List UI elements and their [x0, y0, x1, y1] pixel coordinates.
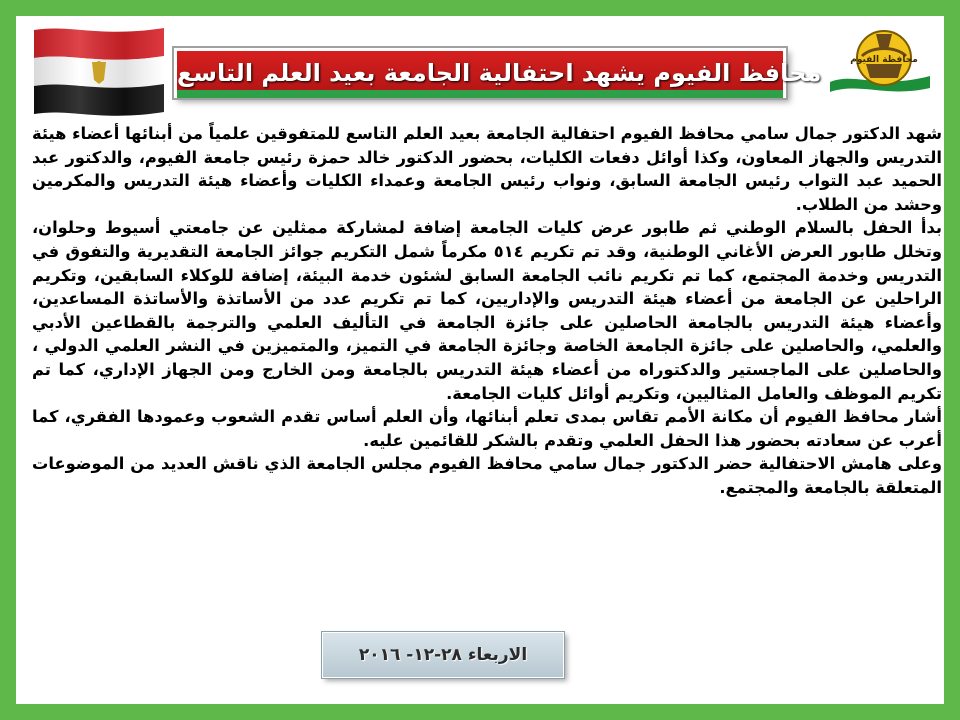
article-paragraph: بدأ الحفل بالسلام الوطني ثم طابور عرض كليات الجامعة إضافة لمشاركة ممثلين عن جامعتي أسيوط وحلوان، وتخلل طابور العرض الأغاني الوطنية، وقد تم تكريم ٥١٤ مكرماً شمل التكريم جوائز الجامعة التقديرية والتفوق في التدريس وخدمة المجتمع، كما تم تكريم نائب الجامعة السابق لشئون خدمة البيئة، إضافة للوكلاء السابقين، وتكريم الراحلين عن الجامعة من أعضاء هيئة التدريس والإداريين، كما تم تكريم عدد من الأساتذة والأساتذة المساعدين، وأعضاء هيئة التدريس بالجامعة الحاصلين على جائزة الجامعة في التأليف العلمي والترجمة بالقطاعين الأدبي والعلمي، والحاصلين على جائزة الجامعة الخاصة وجائزة الجامعة في التميز، والمتميزين في النشر العلمي الدولي ، والحاصلين على الماجستير والدكتوراه من أعضاء هيئة التدريس بالجامعة ومن الخارج ومن الجهاز الإداري، كما تم تكريم الموظف والعامل المثاليين، وتكريم أوائل كليات الجامعة.: [32, 218, 942, 403]
banner-green-edge: [177, 90, 783, 98]
date-text: الاربعاء ٢٨-١٢- ٢٠١٦: [358, 645, 528, 665]
fayoum-governorate-logo: [826, 20, 934, 100]
content-panel: [16, 16, 944, 704]
article-paragraph: أشار محافظ الفيوم أن مكانة الأمم تقاس بمدى تعلم أبنائها، وأن العلم أساس تقدم الشعوب وعمودها الفقري، كما أعرب عن سعادته بحضور هذا الحفل العلمي وتقدم بالشكر للقائمين عليه.: [32, 407, 942, 450]
page-title: محافظ الفيوم يشهد احتفالية الجامعة بعيد العلم التاسع: [177, 59, 822, 87]
logo-text: محافظة الفيوم: [850, 55, 918, 65]
article-paragraph: وعلى هامش الاحتفالية حضر الدكتور جمال سامي محافظ الفيوم مجلس الجامعة الذي ناقش العديد من الموضوعات المتعلقة بالجامعة والمجتمع.: [32, 454, 942, 497]
article-body: [32, 122, 942, 622]
egypt-flag: [30, 24, 168, 116]
date-badge: [322, 632, 564, 678]
title-banner: [174, 48, 822, 98]
article-paragraph: شهد الدكتور جمال سامي محافظ الفيوم احتفالية الجامعة بعيد العلم التاسع للمتفوقين علمياً من أبنائها أعضاء هيئة التدريس والجهاز المعاون، وكذا أوائل دفعات الكليات، بحضور الدكتور خالد حمزة رئيس جامعة الفيوم، والدكتور عبد الحميد عبد التواب رئيس الجامعة السابق، ونواب رئيس الجامعة وعمداء الكليات وأعضاء هيئة التدريس والمكرمين وحشد من الطلاب.: [32, 124, 942, 214]
